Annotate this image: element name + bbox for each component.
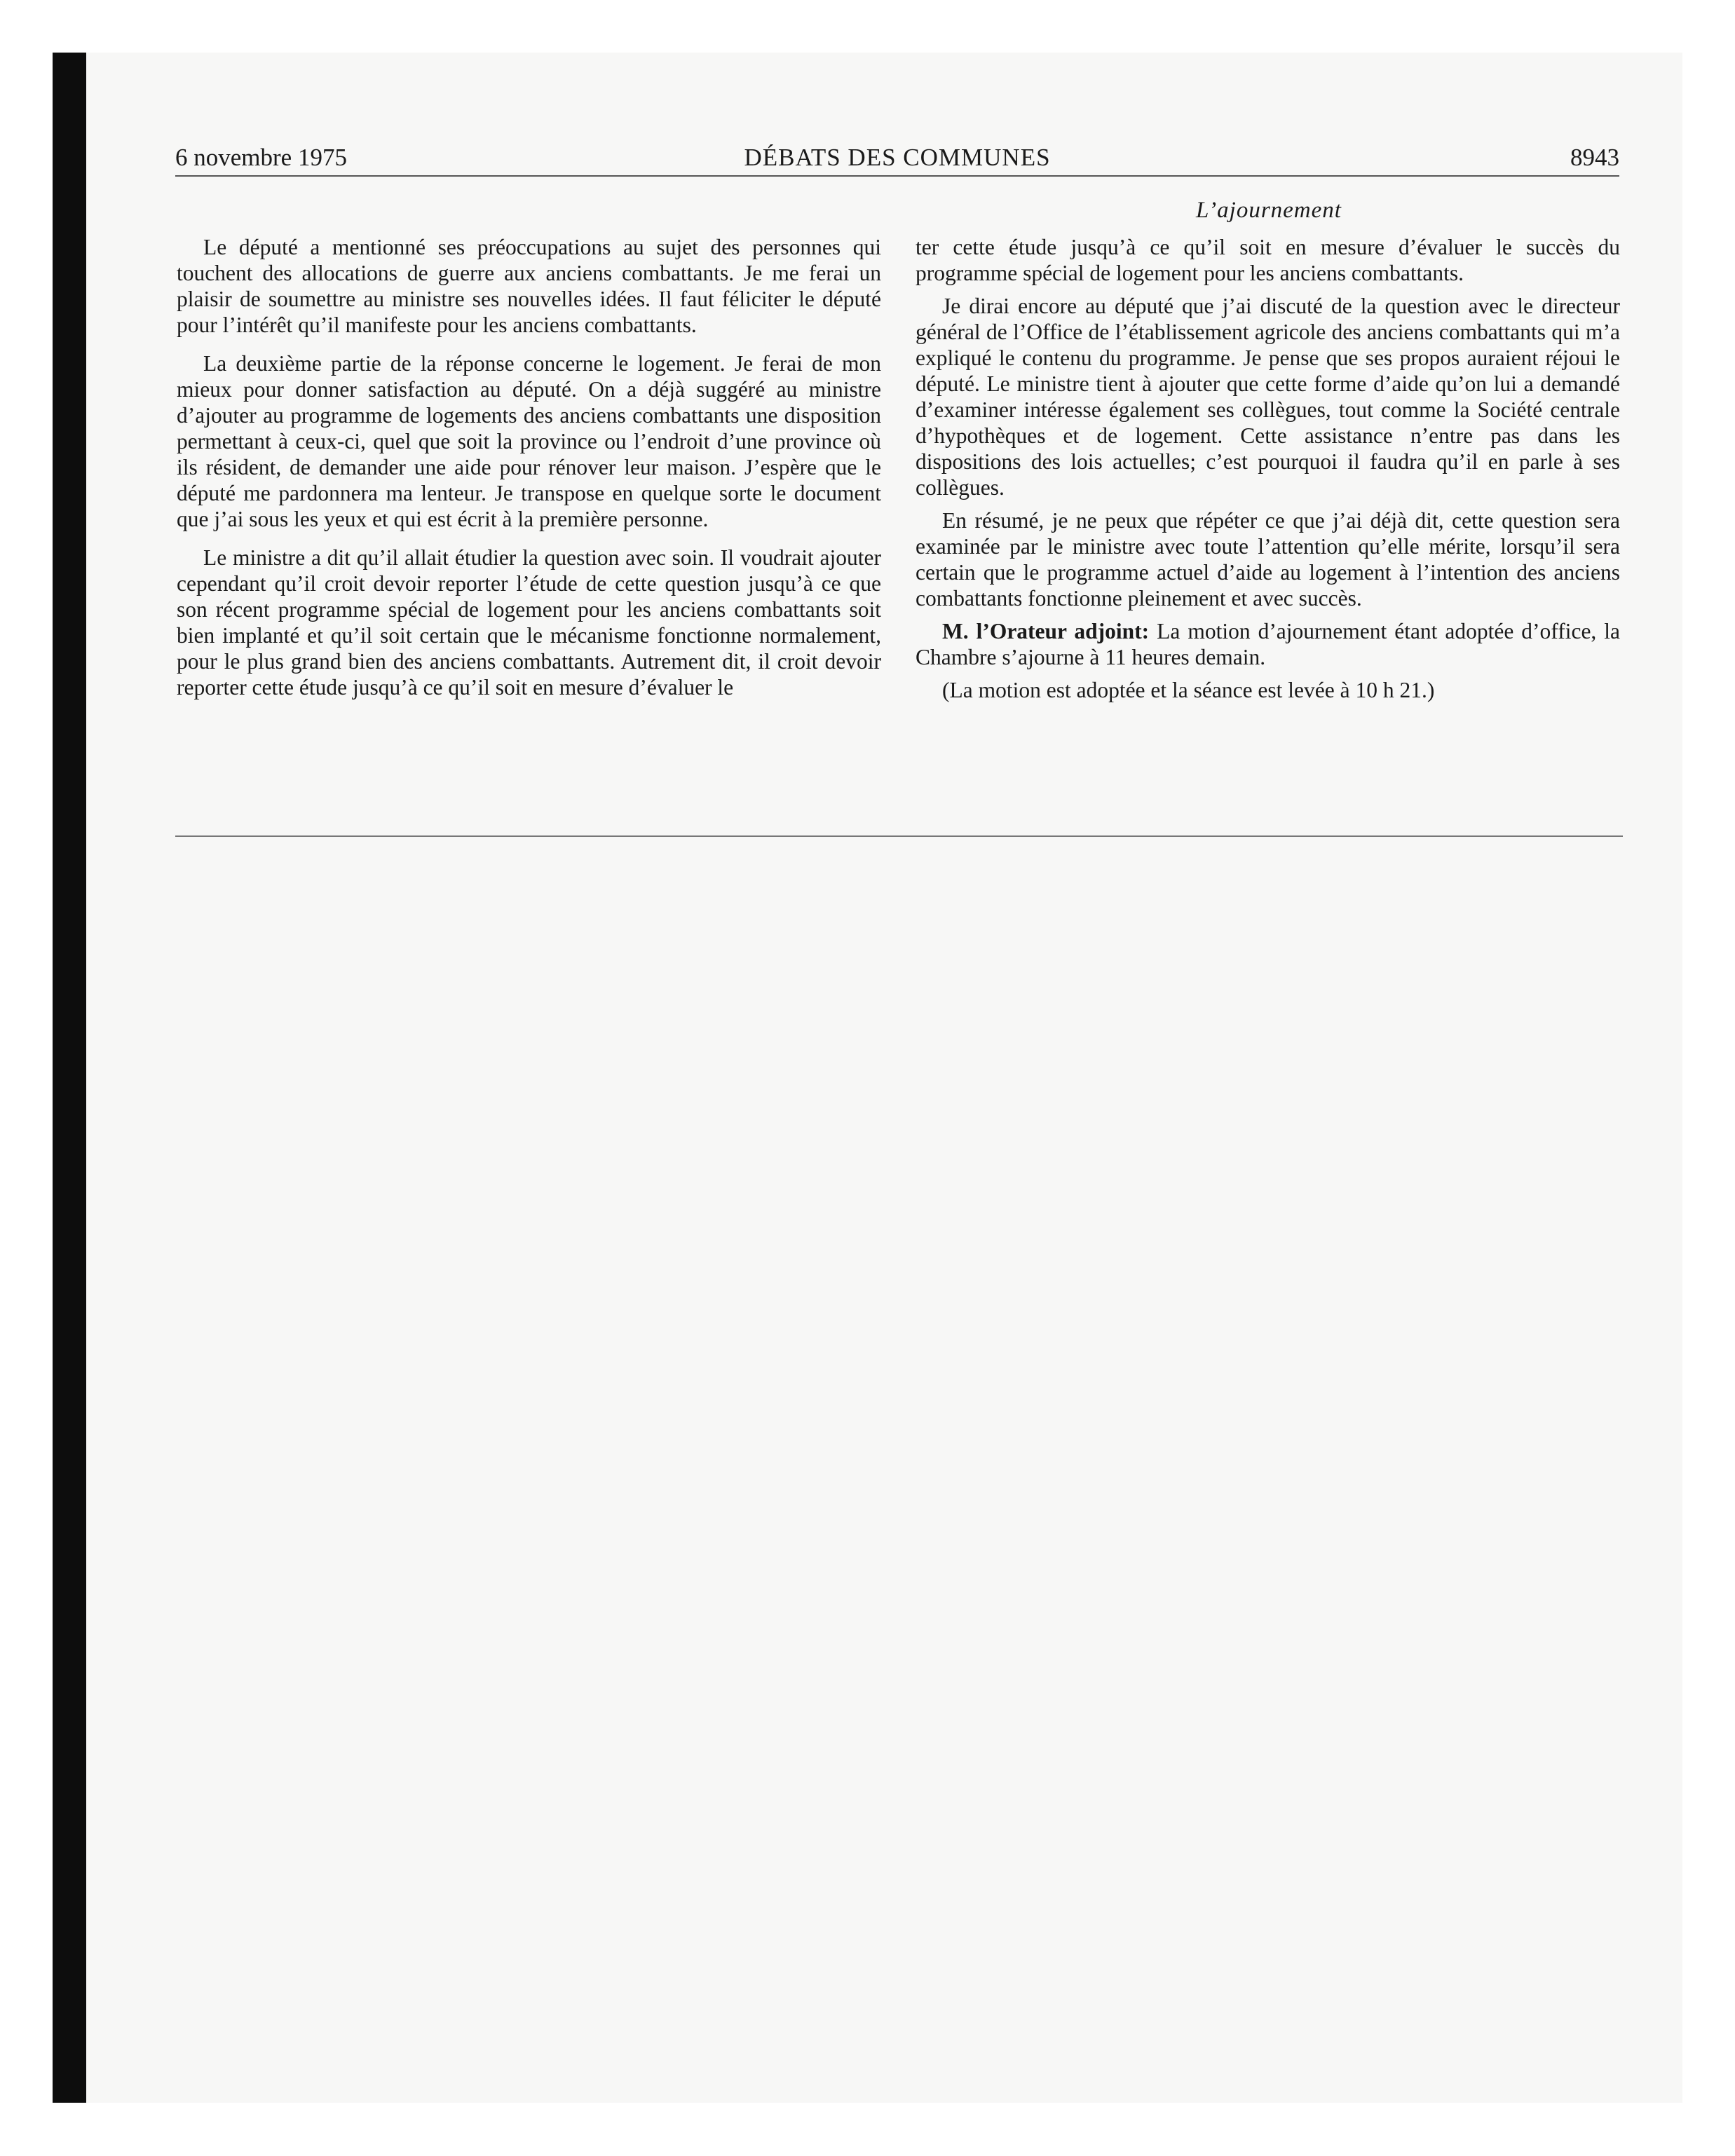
header-date: 6 novembre 1975 xyxy=(175,144,347,171)
paragraph: La deuxième partie de la réponse concerne le logement. Je ferai de mon mieux pour donner satisfaction au député. On a déjà suggéré au ministre d’ajouter au programme de logements des anciens combattants une disposition permettant à ceux-ci, quel que soit la province ou l’endroit d’une province où ils résident, de demander une aide pour rénover leur maison. J’espère que le député me pardonnera ma lenteur. Je transpose en quelque sorte le document que j’ai sous les yeux et qui est écrit à la première personne. xyxy=(177,351,881,531)
header-journal-title: DÉBATS DES COMMUNES xyxy=(744,144,1051,171)
continued-paragraph: ter cette étude jusqu’à ce qu’il soit en mesure d’évaluer le succès du programme spécial de logement pour les anciens combattants. xyxy=(916,235,1620,285)
speaker-paragraph xyxy=(916,618,1620,670)
header-page-number: 8943 xyxy=(1570,144,1619,171)
paragraph: En résumé, je ne peux que répéter ce que j’ai déjà dit, cette question sera examinée par le ministre avec toute l’attention qu’elle mérite, lorsqu’il sera certain que le programme actuel d’aide au logement à l’intention des anciens combattants fonctionne pleinement et avec succès. xyxy=(916,508,1620,610)
paragraph: Je dirai encore au député que j’ai discuté de la question avec le directeur général de l’Office de l’établissement agricole des anciens combattants qui m’a expliqué le contenu du programme. Je pense que ses propos auraient réjoui le député. Le ministre tient à ajouter que cette forme d’aide qu’on lui a demandé d’examiner intéresse également ses collègues, tout comme la Société centrale d’hypothèques et de logement. Cette assistance n’entre pas dans les dispositions des lois actuelles; c’est pourquoi il faudra qu’il en parle à ses collègues. xyxy=(916,294,1620,500)
binding-edge xyxy=(53,53,86,2103)
closing-note: (La motion est adoptée et la séance est levée à 10 h 21.) xyxy=(942,678,1435,702)
speaker-text: La motion d’ajournement étant adoptée d’office, la Chambre s’ajourne à 11 heures demain. xyxy=(916,619,1620,669)
paragraph: Le ministre a dit qu’il allait étudier la question avec soin. Il voudrait ajouter cependant qu’il croit devoir reporter l’étude de cette question jusqu’à ce que son récent programme spécial de logement pour les anciens combattants soit bien implanté et qu’il soit certain que le mécanisme fonctionne normalement, pour le plus grand bien des anciens combattants. Autrement dit, il croit devoir reporter cette étude jusqu’à ce qu’il soit en mesure d’évaluer le xyxy=(177,545,881,700)
section-title: L’ajournement xyxy=(1196,198,1342,223)
bottom-rule xyxy=(175,835,1623,837)
left-column xyxy=(177,234,881,700)
right-column xyxy=(916,234,1620,703)
running-header xyxy=(175,140,1619,177)
speaker-name: M. l’Orateur adjoint: xyxy=(942,619,1150,643)
paragraph: Le député a mentionné ses préoccupations au sujet des personnes qui touchent des allocations de guerre aux anciens combattants. Je me ferai un plaisir de soumettre au ministre ses nouvelles idées. Il faut féliciter le député pour l’intérêt qu’il manifeste pour les anciens combattants. xyxy=(177,235,881,337)
